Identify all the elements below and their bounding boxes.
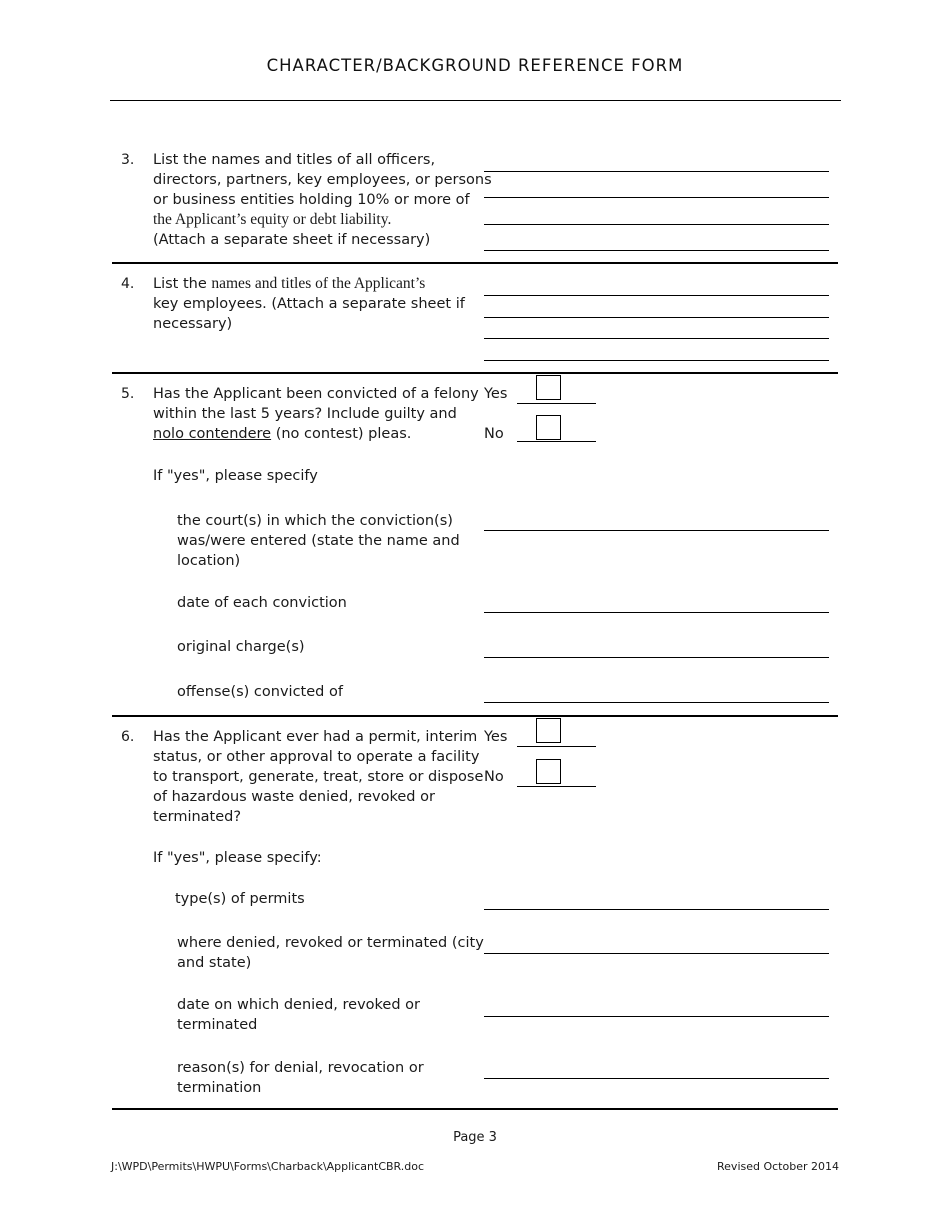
q5-court-line-1: the court(s) in which the conviction(s) bbox=[177, 513, 453, 529]
file-path: J:\WPD\Permits\HWPU\Forms\Charback\ApplicantCBR.doc bbox=[111, 1160, 425, 1173]
q4-line-1a: List the bbox=[153, 276, 212, 292]
q4-answer-line-1[interactable] bbox=[484, 295, 829, 296]
q4-text bbox=[153, 274, 465, 334]
q4-line-2: key employees. (Attach a separate sheet if bbox=[153, 296, 465, 312]
q3-line-1: List the names and titles of all officers, bbox=[153, 152, 436, 168]
q3-answer-line-1[interactable] bbox=[484, 171, 829, 172]
q6-date-line-2: terminated bbox=[177, 1017, 258, 1033]
q6-no-underline bbox=[517, 786, 596, 787]
q5-charge-label: original charge(s) bbox=[177, 639, 305, 655]
q5-line-2: within the last 5 years? Include guilty and bbox=[153, 406, 457, 422]
q5-no-underline bbox=[517, 441, 596, 442]
page-title: CHARACTER/BACKGROUND REFERENCE FORM bbox=[266, 56, 684, 75]
q3-answer-line-2[interactable] bbox=[484, 197, 829, 198]
q5-charge-answer-line[interactable] bbox=[484, 657, 829, 658]
q6-where-label bbox=[177, 933, 484, 973]
q5-text bbox=[153, 384, 479, 444]
q6-line-1: Has the Applicant ever had a permit, interim bbox=[153, 729, 478, 745]
q6-yes-checkbox[interactable] bbox=[536, 718, 561, 743]
q6-if-yes: If "yes", please specify: bbox=[153, 850, 322, 866]
q5-yes-label: Yes bbox=[484, 386, 508, 402]
q4-line-3: necessary) bbox=[153, 316, 233, 332]
q6-yes-underline bbox=[517, 746, 596, 747]
section-divider bbox=[112, 1108, 838, 1110]
q5-court-answer-line[interactable] bbox=[484, 530, 829, 531]
q5-nolo-contendere: nolo contendere bbox=[153, 426, 272, 442]
q5-date-answer-line[interactable] bbox=[484, 612, 829, 613]
q6-line-4: of hazardous waste denied, revoked or bbox=[153, 789, 435, 805]
page-number: Page 3 bbox=[453, 1130, 497, 1145]
q5-court-line-3: location) bbox=[177, 553, 241, 569]
q3-number: 3. bbox=[121, 152, 135, 168]
q6-date-label bbox=[177, 995, 420, 1035]
q6-date-answer-line[interactable] bbox=[484, 1016, 829, 1017]
q6-no-checkbox[interactable] bbox=[536, 759, 561, 784]
q5-if-yes: If "yes", please specify bbox=[153, 468, 318, 484]
q4-answer-line-4[interactable] bbox=[484, 360, 829, 361]
q3-line-4: the Applicant’s equity or debt liability. bbox=[153, 211, 392, 228]
q4-number: 4. bbox=[121, 276, 135, 292]
q6-where-line-1: where denied, revoked or terminated (city bbox=[177, 935, 484, 951]
q3-line-3: or business entities holding 10% or more of bbox=[153, 192, 470, 208]
q6-types-answer-line[interactable] bbox=[484, 909, 829, 910]
q6-where-answer-line[interactable] bbox=[484, 953, 829, 954]
q6-where-line-2: and state) bbox=[177, 955, 252, 971]
q6-line-3: to transport, generate, treat, store or dispose bbox=[153, 769, 484, 785]
q5-offense-answer-line[interactable] bbox=[484, 702, 829, 703]
q6-text bbox=[153, 727, 483, 827]
q5-court-line-2: was/were entered (state the name and bbox=[177, 533, 460, 549]
q4-answer-line-3[interactable] bbox=[484, 338, 829, 339]
q3-answer-line-4[interactable] bbox=[484, 250, 829, 251]
q5-court-label bbox=[177, 511, 460, 571]
q3-text bbox=[153, 150, 492, 250]
q6-line-5: terminated? bbox=[153, 809, 242, 825]
q5-number: 5. bbox=[121, 386, 135, 402]
q5-line-3-rest: (no contest) pleas. bbox=[271, 426, 412, 442]
q5-line-1: Has the Applicant been convicted of a felony bbox=[153, 386, 479, 402]
q6-reason-line-1: reason(s) for denial, revocation or bbox=[177, 1060, 424, 1076]
q3-line-5: (Attach a separate sheet if necessary) bbox=[153, 232, 431, 248]
header-rule bbox=[110, 100, 841, 101]
q3-answer-line-3[interactable] bbox=[484, 224, 829, 225]
section-divider bbox=[112, 262, 838, 264]
revised-date: Revised October 2014 bbox=[717, 1160, 839, 1173]
q6-no-label: No bbox=[484, 769, 504, 785]
q6-yes-label: Yes bbox=[484, 729, 508, 745]
q6-reason-line-2: termination bbox=[177, 1080, 262, 1096]
q5-no-label: No bbox=[484, 426, 504, 442]
q4-answer-line-2[interactable] bbox=[484, 317, 829, 318]
q5-yes-checkbox[interactable] bbox=[536, 375, 561, 400]
section-divider bbox=[112, 715, 838, 717]
q3-line-2: directors, partners, key employees, or persons bbox=[153, 172, 492, 188]
q6-types-label: type(s) of permits bbox=[175, 891, 305, 907]
q6-reason-answer-line[interactable] bbox=[484, 1078, 829, 1079]
section-divider bbox=[112, 372, 838, 374]
q4-line-1b: names and titles of the Applicant’s bbox=[211, 275, 426, 292]
q5-no-checkbox[interactable] bbox=[536, 415, 561, 440]
q5-offense-label: offense(s) convicted of bbox=[177, 684, 343, 700]
q6-reason-label bbox=[177, 1058, 424, 1098]
q5-yes-underline bbox=[517, 403, 596, 404]
q5-line-3 bbox=[153, 424, 479, 444]
q5-date-label: date of each conviction bbox=[177, 595, 347, 611]
q6-date-line-1: date on which denied, revoked or bbox=[177, 997, 420, 1013]
q6-line-2: status, or other approval to operate a facility bbox=[153, 749, 480, 765]
q6-number: 6. bbox=[121, 729, 135, 745]
q4-line-1 bbox=[153, 274, 465, 294]
